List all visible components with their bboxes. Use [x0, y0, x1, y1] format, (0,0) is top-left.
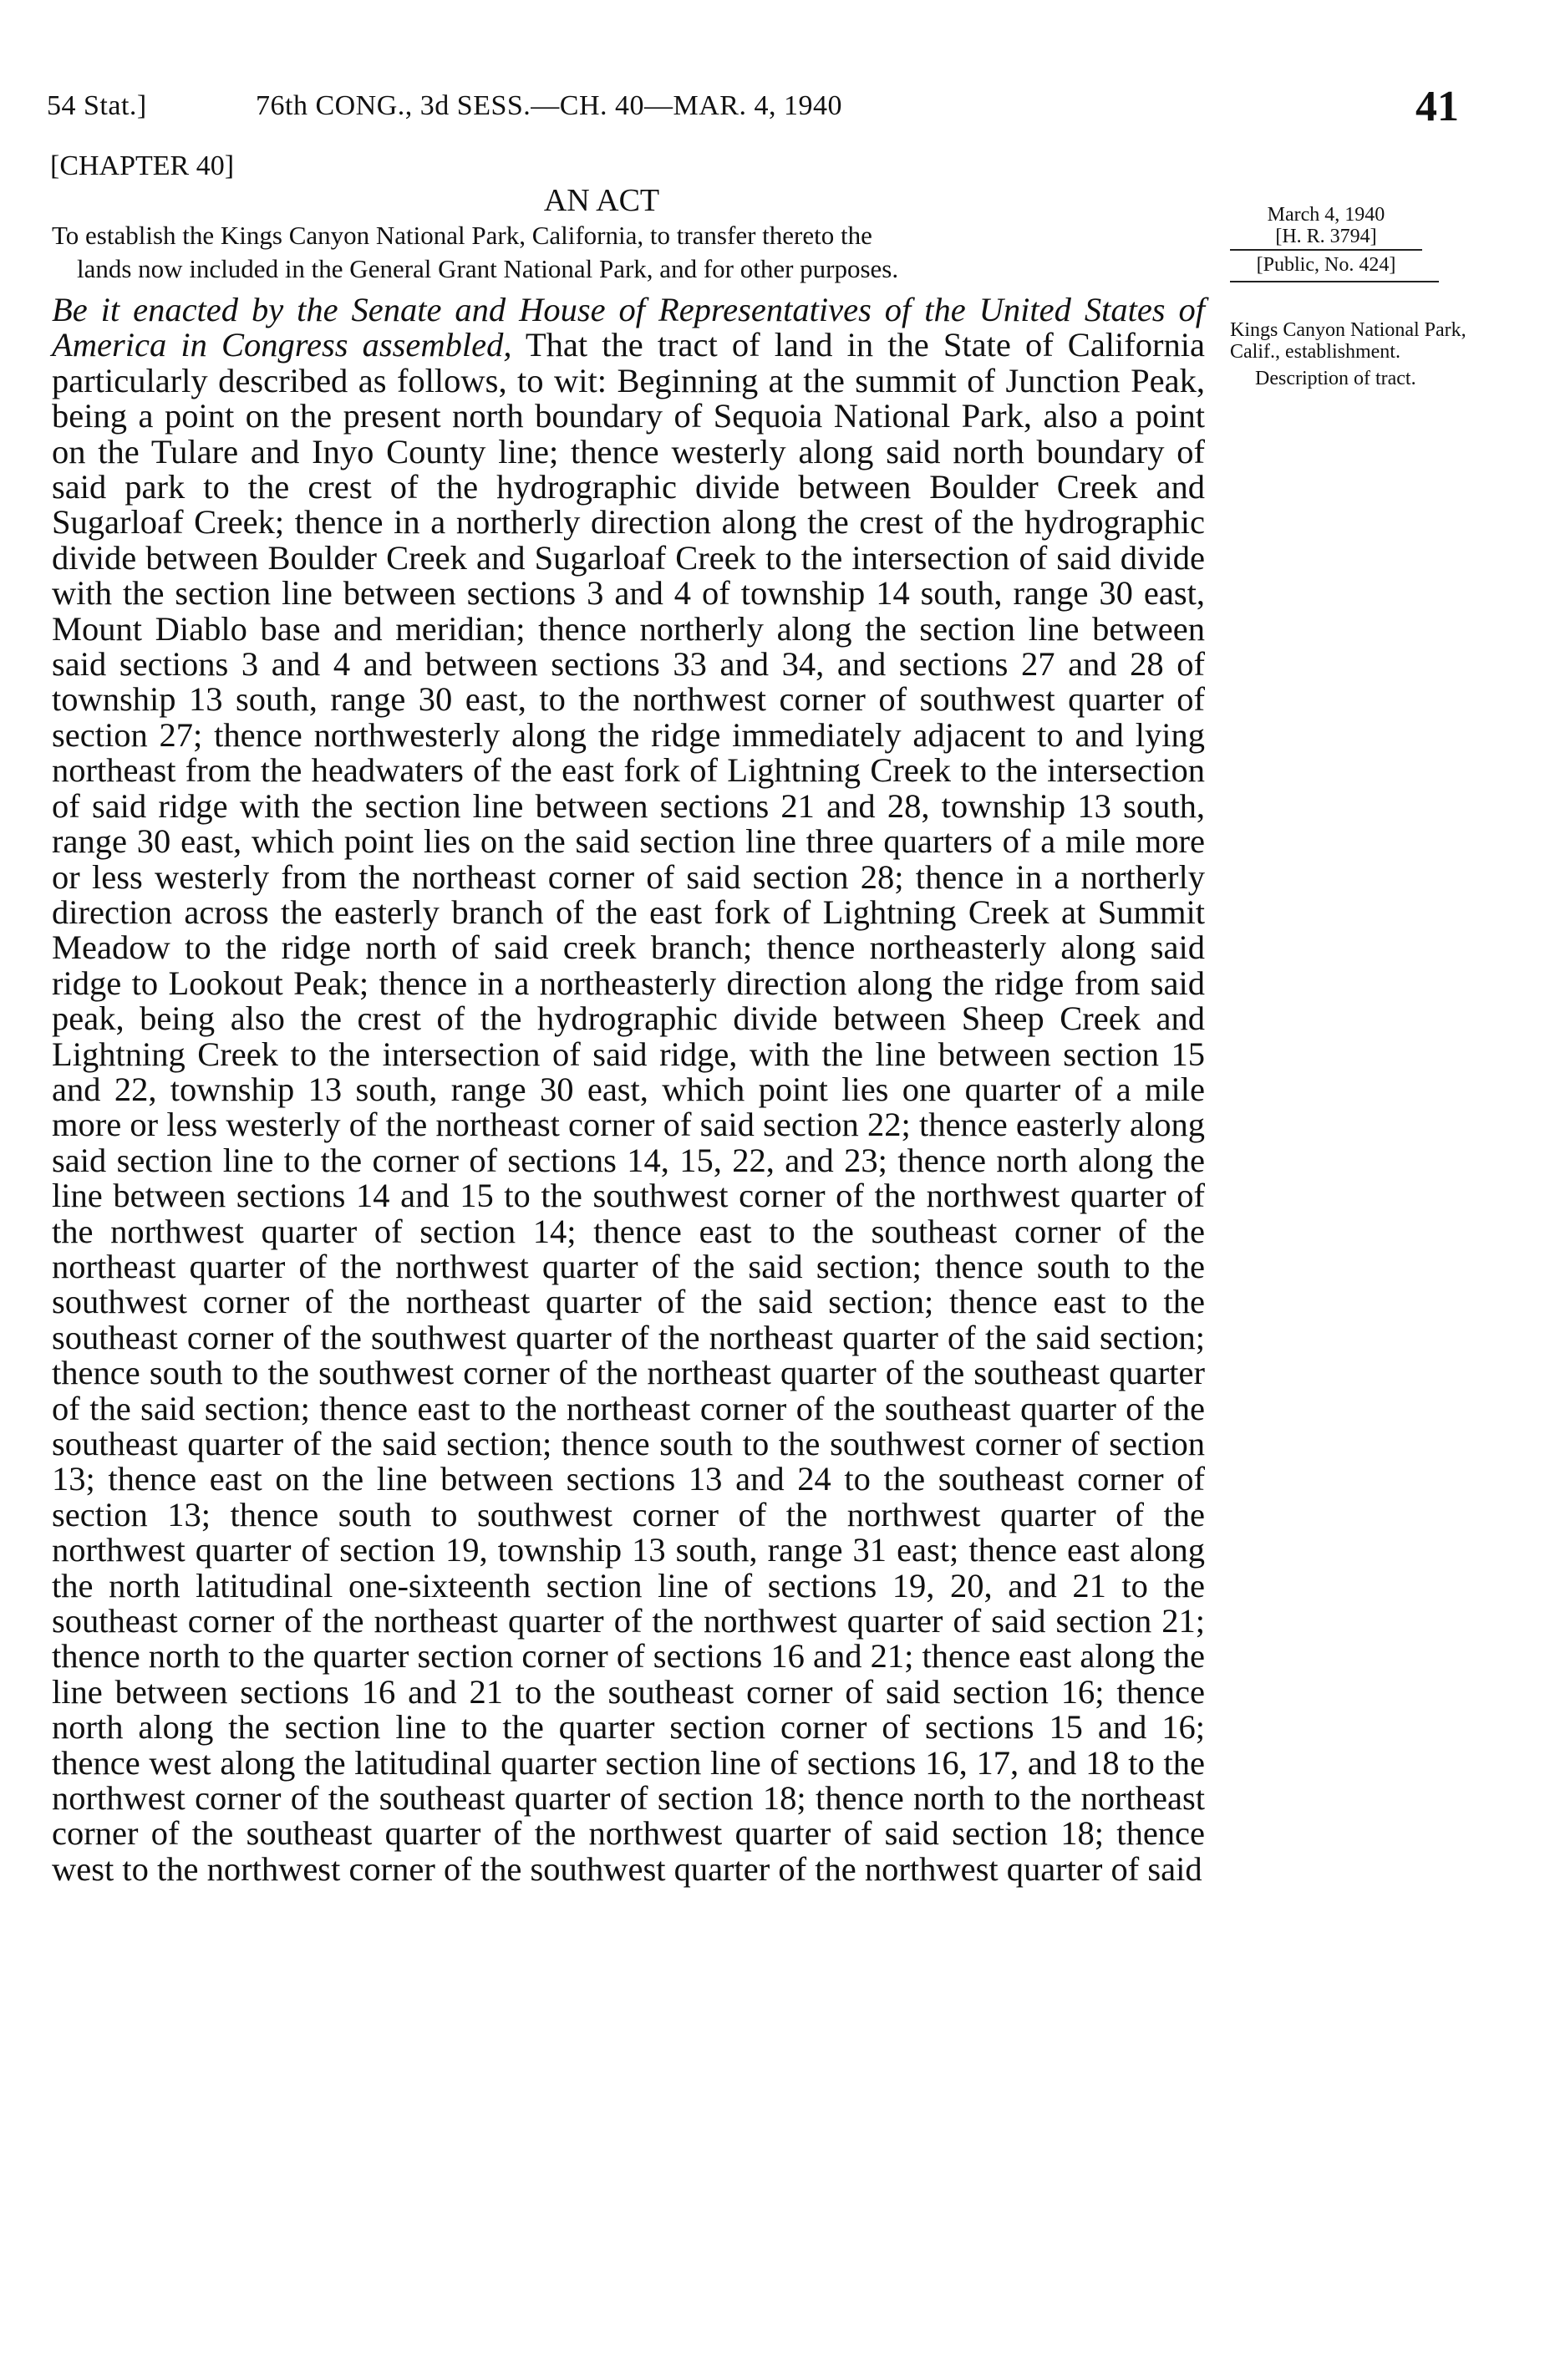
act-body: [52, 292, 1205, 1887]
bill-number: [H. R. 3794]: [1230, 226, 1422, 251]
act-heading: AN ACT: [543, 183, 660, 218]
running-head: [47, 82, 1467, 132]
long-title-line-2: lands now included in the General Grant National Park, and for other purposes.: [77, 254, 899, 283]
public-law-number: [Public, No. 424]: [1256, 254, 1396, 276]
enacting-clause: Be it enacted by the Senate and House of Representatives of the United States of America in Congress assembled,: [52, 291, 1205, 364]
tract-description: That the tract of land in the State of California particularly described as follows, to wit: Beginning at the summit of Junction Peak, being a point on the present north boundary of Sequoia National Park, also a point on the Tulare and Inyo County line; thence westerly along said north boundary of said park to the crest of the hydrographic divide between Boulder Creek and Sugarloaf Creek; thence in a northerly direction along the crest of the hydrographic divide between Boulder Creek and Sugarloaf Creek to the intersection of said divide with the section line between sections 3 and 4 of township 14 south, range 30 east, Mount Diablo base and meridian; thence northerly along the section line between said sections 3 and 4 and between sections 33 and 34, and sections 27 and 28 of township 13 south, range 30 east, to the northwest corner of southwest quarter of section 27; thence northwesterly along the ridge immediately adjacent to and lying northeast from the headwaters of the east fork of Lightning Creek to the intersection of said ridge with the section line between sections 21 and 28, township 13 south, range 30 east, which point lies on the said section line three quarters of a mile more or less westerly from the northeast corner of said section 28; thence in a northerly direction across the easterly branch of the east fork of Lightning Creek at Summit Meadow to the ridge north of said creek branch; thence northeasterly along said ridge to Lookout Peak; thence in a northeasterly direction along the ridge from said peak, being also the crest of the hydrographic divide between Sheep Creek and Lightning Creek to the intersection of said ridge, with the line between section 15 and 22, township 13 south, range 30 east, which point lies one quarter of a mile more or less westerly of the northeast corner of said section 22; thence easterly along said section line to the corner of sections 14, 15, 22, and 23; thence north along the line between sections 14 and 15 to the southwest corner of the northwest quarter of the northwest quarter of section 14; thence east to the southeast corner of the northeast quarter of the northwest quarter of the said section; thence south to the southwest corner of the northeast quarter of the said section; thence east to the southeast corner of the southwest quarter of the northeast quarter of the said section; thence south to the southwest corner of the northeast quarter of the southeast quarter of the said section; thence east to the northeast corner of the southeast quarter of the southeast quarter of the said section; thence south to the southwest corner of section 13; thence east on the line between sections 13 and 24 to the southeast corner of section 13; thence south to southwest corner of the northwest quarter of the northwest quarter of section 19, township 13 south, range 31 east; thence east along the north latitudinal one-sixteenth section line of sections 19, 20, and 21 to the southeast corner of the northeast quarter of the northwest quarter of said section 21; thence north to the quarter section corner of sections 16 and 21; thence east along the line between sections 16 and 21 to the southeast corner of said section 16; thence north along the section line to the quarter section corner of sections 15 and 16; thence west along the latitudinal quarter section line of sections 16, 17, and 18 to the northwest corner of the southeast quarter of section 18; thence north to the northeast corner of the southeast quarter of the northwest quarter of said section 18; thence west to the northwest corner of the southwest quarter of the northwest quarter of said: [52, 326, 1206, 1888]
enactment-date: March 4, 1940: [1267, 204, 1385, 226]
statute-volume: 54 Stat.]: [47, 90, 147, 121]
session-chapter-date: 76th CONG., 3d SESS.—CH. 40—MAR. 4, 1940: [256, 90, 842, 121]
margin-rule: [1230, 281, 1439, 282]
long-title-line-1: To establish the Kings Canyon National Park, California, to transfer thereto the: [52, 221, 872, 250]
margin-notes: [1230, 204, 1481, 389]
long-title: [52, 219, 1205, 286]
chapter-label: [CHAPTER 40]: [50, 150, 235, 181]
margin-note-description: Description of tract.: [1255, 368, 1416, 389]
margin-note-subject: Kings Canyon National Park, Calif., establishment.: [1230, 319, 1466, 363]
page-number: 41: [1415, 83, 1459, 130]
